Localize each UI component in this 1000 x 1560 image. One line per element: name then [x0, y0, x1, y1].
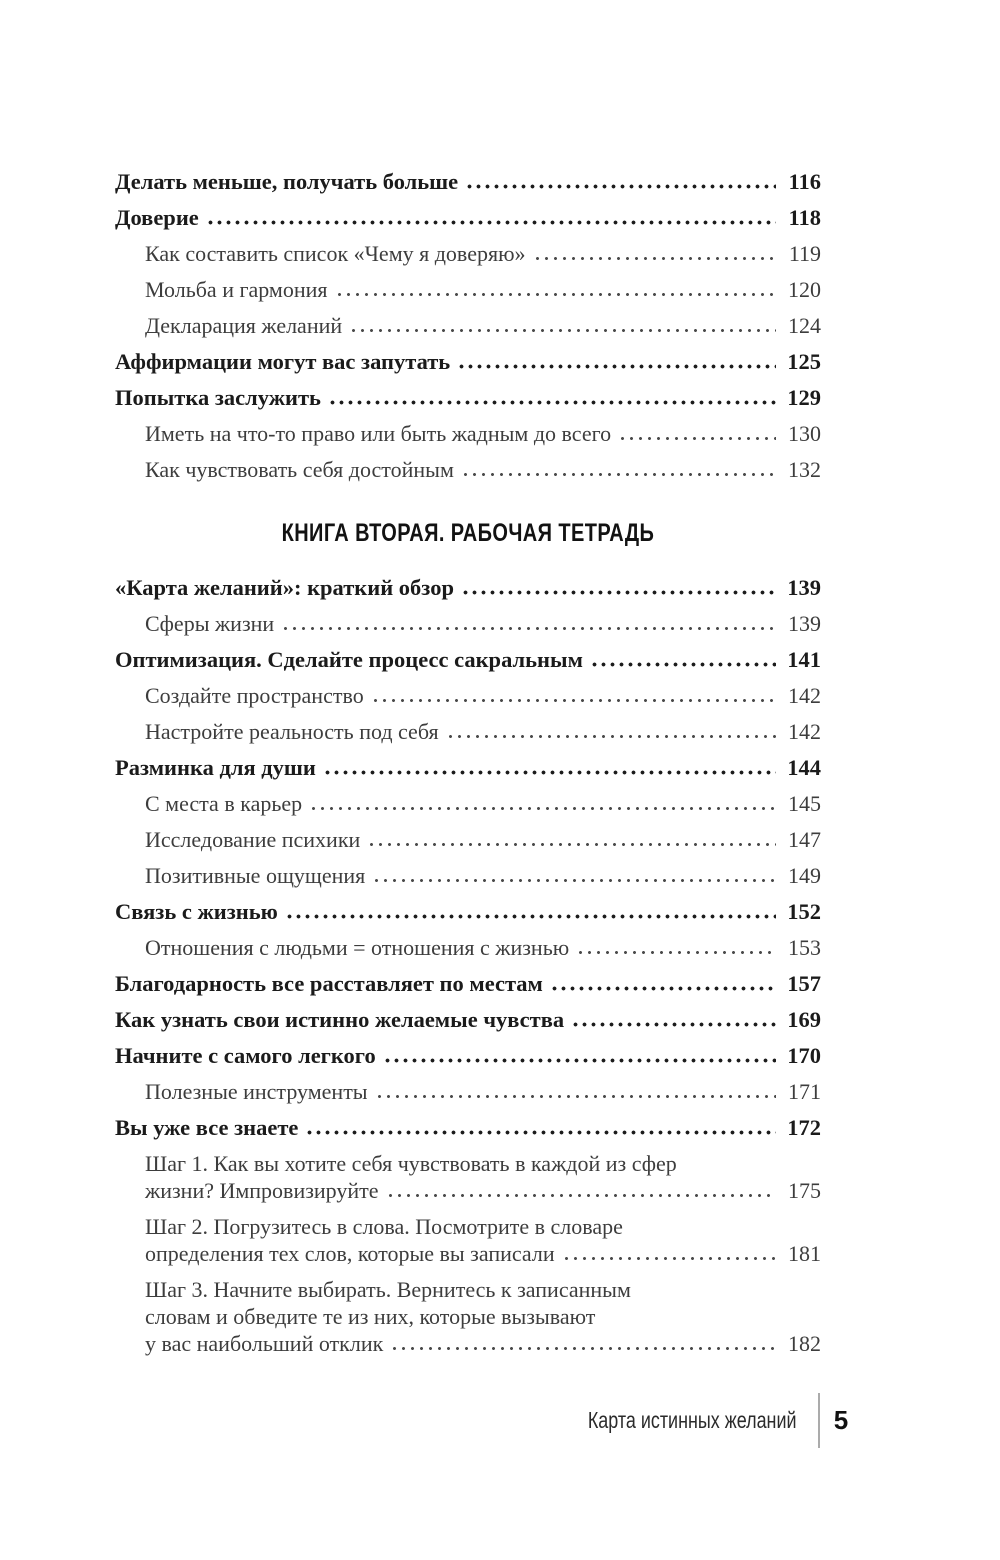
toc-entry	[115, 420, 821, 447]
toc-page-number: 119	[788, 241, 821, 266]
dot-leader	[571, 1020, 776, 1029]
dot-leader	[206, 218, 776, 227]
dot-leader	[305, 1128, 776, 1137]
toc-entry	[115, 1276, 821, 1357]
toc-entry	[115, 790, 821, 817]
dot-leader	[457, 362, 776, 371]
toc-entry	[115, 1078, 821, 1105]
toc-entry-line	[145, 456, 821, 483]
toc-entry-label: у вас наибольший отклик	[145, 1331, 384, 1356]
dot-leader	[328, 398, 776, 407]
toc-page-number: 169	[787, 1007, 821, 1032]
toc-entry	[115, 1042, 821, 1069]
toc-page-number: 149	[788, 863, 821, 888]
dot-leader	[372, 876, 776, 885]
toc-page-number: 139	[787, 575, 821, 600]
toc-entry-label: Благодарность все расставляет по местам	[115, 971, 543, 996]
toc-entry-line	[145, 240, 821, 267]
dot-leader	[281, 624, 776, 633]
toc-entry-label: Отношения с людьми = отношения с жизнью	[145, 935, 570, 960]
toc-entry	[115, 1213, 821, 1267]
toc-entry-line	[115, 574, 821, 601]
toc-entry-line	[115, 168, 821, 195]
toc-entry	[115, 826, 821, 853]
toc-entry-label: Шаг 2. Погрузитесь в слова. Посмотрите в словаре	[145, 1214, 623, 1239]
dot-leader	[562, 1254, 776, 1263]
dot-leader	[618, 434, 776, 443]
toc-entry-label: Разминка для души	[115, 755, 316, 780]
page-footer	[529, 1390, 862, 1450]
toc-page-number: 172	[787, 1115, 821, 1140]
toc-entry	[115, 862, 821, 889]
toc-entry	[115, 970, 821, 997]
toc-entry	[115, 276, 821, 303]
toc-page-number: 130	[788, 421, 821, 446]
dot-leader	[461, 588, 776, 597]
toc-entry-label: Оптимизация. Сделайте процесс сакральным	[115, 647, 583, 672]
toc-entry-line	[145, 1150, 821, 1177]
dot-leader	[390, 1344, 776, 1353]
toc-entry	[115, 610, 821, 637]
toc-entry-label: определения тех слов, которые вы записали	[145, 1241, 555, 1266]
toc-page-number: 125	[787, 349, 821, 374]
toc-entry	[115, 384, 821, 411]
toc-entry-label: Мольба и гармония	[145, 277, 328, 302]
dot-leader	[323, 768, 776, 777]
toc-entry	[115, 240, 821, 267]
toc-page-number: 170	[787, 1043, 821, 1068]
dot-leader	[383, 1056, 776, 1065]
toc-entry-label: Вы уже все знаете	[115, 1115, 299, 1140]
toc-entry	[115, 1114, 821, 1141]
toc-entry	[115, 204, 821, 231]
dot-leader	[367, 840, 776, 849]
toc-entry-line	[145, 862, 821, 889]
toc-entry-label: Сферы жизни	[145, 611, 275, 636]
toc-entry-label: Декларация желаний	[145, 313, 343, 338]
toc-entry-label: Как узнать свои истинно желаемые чувства	[115, 1007, 565, 1032]
dot-leader	[309, 804, 776, 813]
toc-page-number: 145	[788, 791, 821, 816]
dot-leader	[550, 984, 776, 993]
toc-entry-label: «Карта желаний»: краткий обзор	[115, 575, 454, 600]
dot-leader	[465, 182, 776, 191]
toc-entry	[115, 348, 821, 375]
toc-entry	[115, 646, 821, 673]
toc-page-number: 182	[788, 1331, 821, 1356]
toc-entry-line	[115, 646, 821, 673]
dot-leader	[375, 1092, 776, 1101]
toc-page-number: 129	[787, 385, 821, 410]
toc-entry-label: Аффирмации могут вас запутать	[115, 349, 451, 374]
toc-entry	[115, 168, 821, 195]
toc-entry-line	[145, 1213, 821, 1240]
toc-entry-label: Попытка заслужить	[115, 385, 321, 410]
toc-entry	[115, 1150, 821, 1204]
toc-page-number: 124	[788, 313, 821, 338]
toc-entry-label: Исследование психики	[145, 827, 361, 852]
toc-entry-label: Полезные инструменты	[145, 1079, 368, 1104]
toc-entry-label: словам и обведите те из них, которые вызывают	[145, 1304, 596, 1329]
dot-leader	[446, 732, 776, 741]
toc-entry-line	[145, 276, 821, 303]
dot-leader	[285, 912, 776, 921]
toc-entry-line	[145, 934, 821, 961]
toc-entry-label: Создайте пространство	[145, 683, 364, 708]
dot-leader	[335, 290, 776, 299]
toc-entry-label: Шаг 3. Начните выбирать. Вернитесь к записанным	[145, 1277, 631, 1302]
section-heading	[115, 519, 821, 548]
toc-entry	[115, 574, 821, 601]
toc-entry-label: Связь с жизнью	[115, 899, 278, 924]
toc-entry-line	[145, 682, 821, 709]
toc-entry-line	[115, 1006, 821, 1033]
toc-page-number: 175	[788, 1178, 821, 1203]
toc-entry	[115, 1006, 821, 1033]
toc-page-number: 181	[788, 1241, 821, 1266]
toc-page-number: 171	[788, 1079, 821, 1104]
toc-entry-line	[145, 826, 821, 853]
toc-entry	[115, 754, 821, 781]
toc-page-number: 157	[787, 971, 821, 996]
toc-entry-label: Начните с самого легкого	[115, 1043, 376, 1068]
dot-leader	[349, 326, 776, 335]
toc-entry-line	[145, 312, 821, 339]
toc-page-number: 139	[788, 611, 821, 636]
toc-entry	[115, 456, 821, 483]
running-title: Карта истинных желаний	[587, 1406, 797, 1433]
section-heading-text: КНИГА ВТОРАЯ. РАБОЧАЯ ТЕТРАДЬ	[281, 519, 655, 547]
toc-entry-line	[115, 348, 821, 375]
toc-page-number: 144	[787, 755, 821, 780]
toc-entry-line	[115, 1114, 821, 1141]
toc-entry-line	[145, 1330, 821, 1357]
toc-entry-line	[115, 970, 821, 997]
toc-entry-line	[145, 1240, 821, 1267]
toc-page-number: 152	[787, 899, 821, 924]
toc-entry-line	[115, 204, 821, 231]
toc-page-number: 141	[787, 647, 821, 672]
toc-entry-label: Иметь на что-то право или быть жадным до всего	[145, 421, 612, 446]
dot-leader	[533, 254, 776, 263]
toc-page-number: 116	[788, 169, 821, 194]
toc-entry-line	[115, 898, 821, 925]
toc-entry-label: жизни? Импровизируйте	[145, 1178, 379, 1203]
toc-entry-label: Как составить список «Чему я доверяю»	[145, 241, 526, 266]
toc-page-number: 120	[788, 277, 821, 302]
toc-entry-line	[115, 754, 821, 781]
toc-entries-book-one	[115, 168, 821, 483]
dot-leader	[461, 470, 776, 479]
toc-entry	[115, 934, 821, 961]
toc-entry-label: Настройте реальность под себя	[145, 719, 439, 744]
dot-leader	[590, 660, 776, 669]
toc-entry-line	[145, 1177, 821, 1204]
dot-leader	[576, 948, 776, 957]
toc-entry-line	[145, 1276, 821, 1303]
toc-entry-line	[145, 610, 821, 637]
toc-entry-line	[115, 1042, 821, 1069]
toc-entry	[115, 898, 821, 925]
toc-entry-label: С места в карьер	[145, 791, 303, 816]
toc-page-number: 142	[788, 683, 821, 708]
toc-page-number: 118	[788, 205, 821, 230]
toc-entries-book-two	[115, 574, 821, 1357]
toc-entry-label: Делать меньше, получать больше	[115, 169, 459, 194]
toc-entry	[115, 682, 821, 709]
toc-entry-label: Доверие	[115, 205, 199, 230]
toc-entry	[115, 312, 821, 339]
dot-leader	[371, 696, 776, 705]
toc-entry-line	[145, 718, 821, 745]
toc-page-number: 132	[788, 457, 821, 482]
toc-entry-label: Как чувствовать себя достойным	[145, 457, 454, 482]
toc-entry-line	[145, 1303, 821, 1330]
toc-entry-line	[145, 790, 821, 817]
toc-entry	[115, 718, 821, 745]
toc-entry-line	[145, 1078, 821, 1105]
toc-page-number: 147	[788, 827, 821, 852]
toc-page-number: 142	[788, 719, 821, 744]
dot-leader	[386, 1191, 776, 1200]
page-number: 5	[833, 1404, 849, 1435]
toc-entry-line	[145, 420, 821, 447]
toc-entry-label: Позитивные ощущения	[145, 863, 366, 888]
table-of-contents	[115, 168, 821, 1366]
toc-page-number: 153	[788, 935, 821, 960]
toc-entry-label: Шаг 1. Как вы хотите себя чувствовать в каждой из сфер	[145, 1151, 677, 1176]
toc-entry-line	[115, 384, 821, 411]
